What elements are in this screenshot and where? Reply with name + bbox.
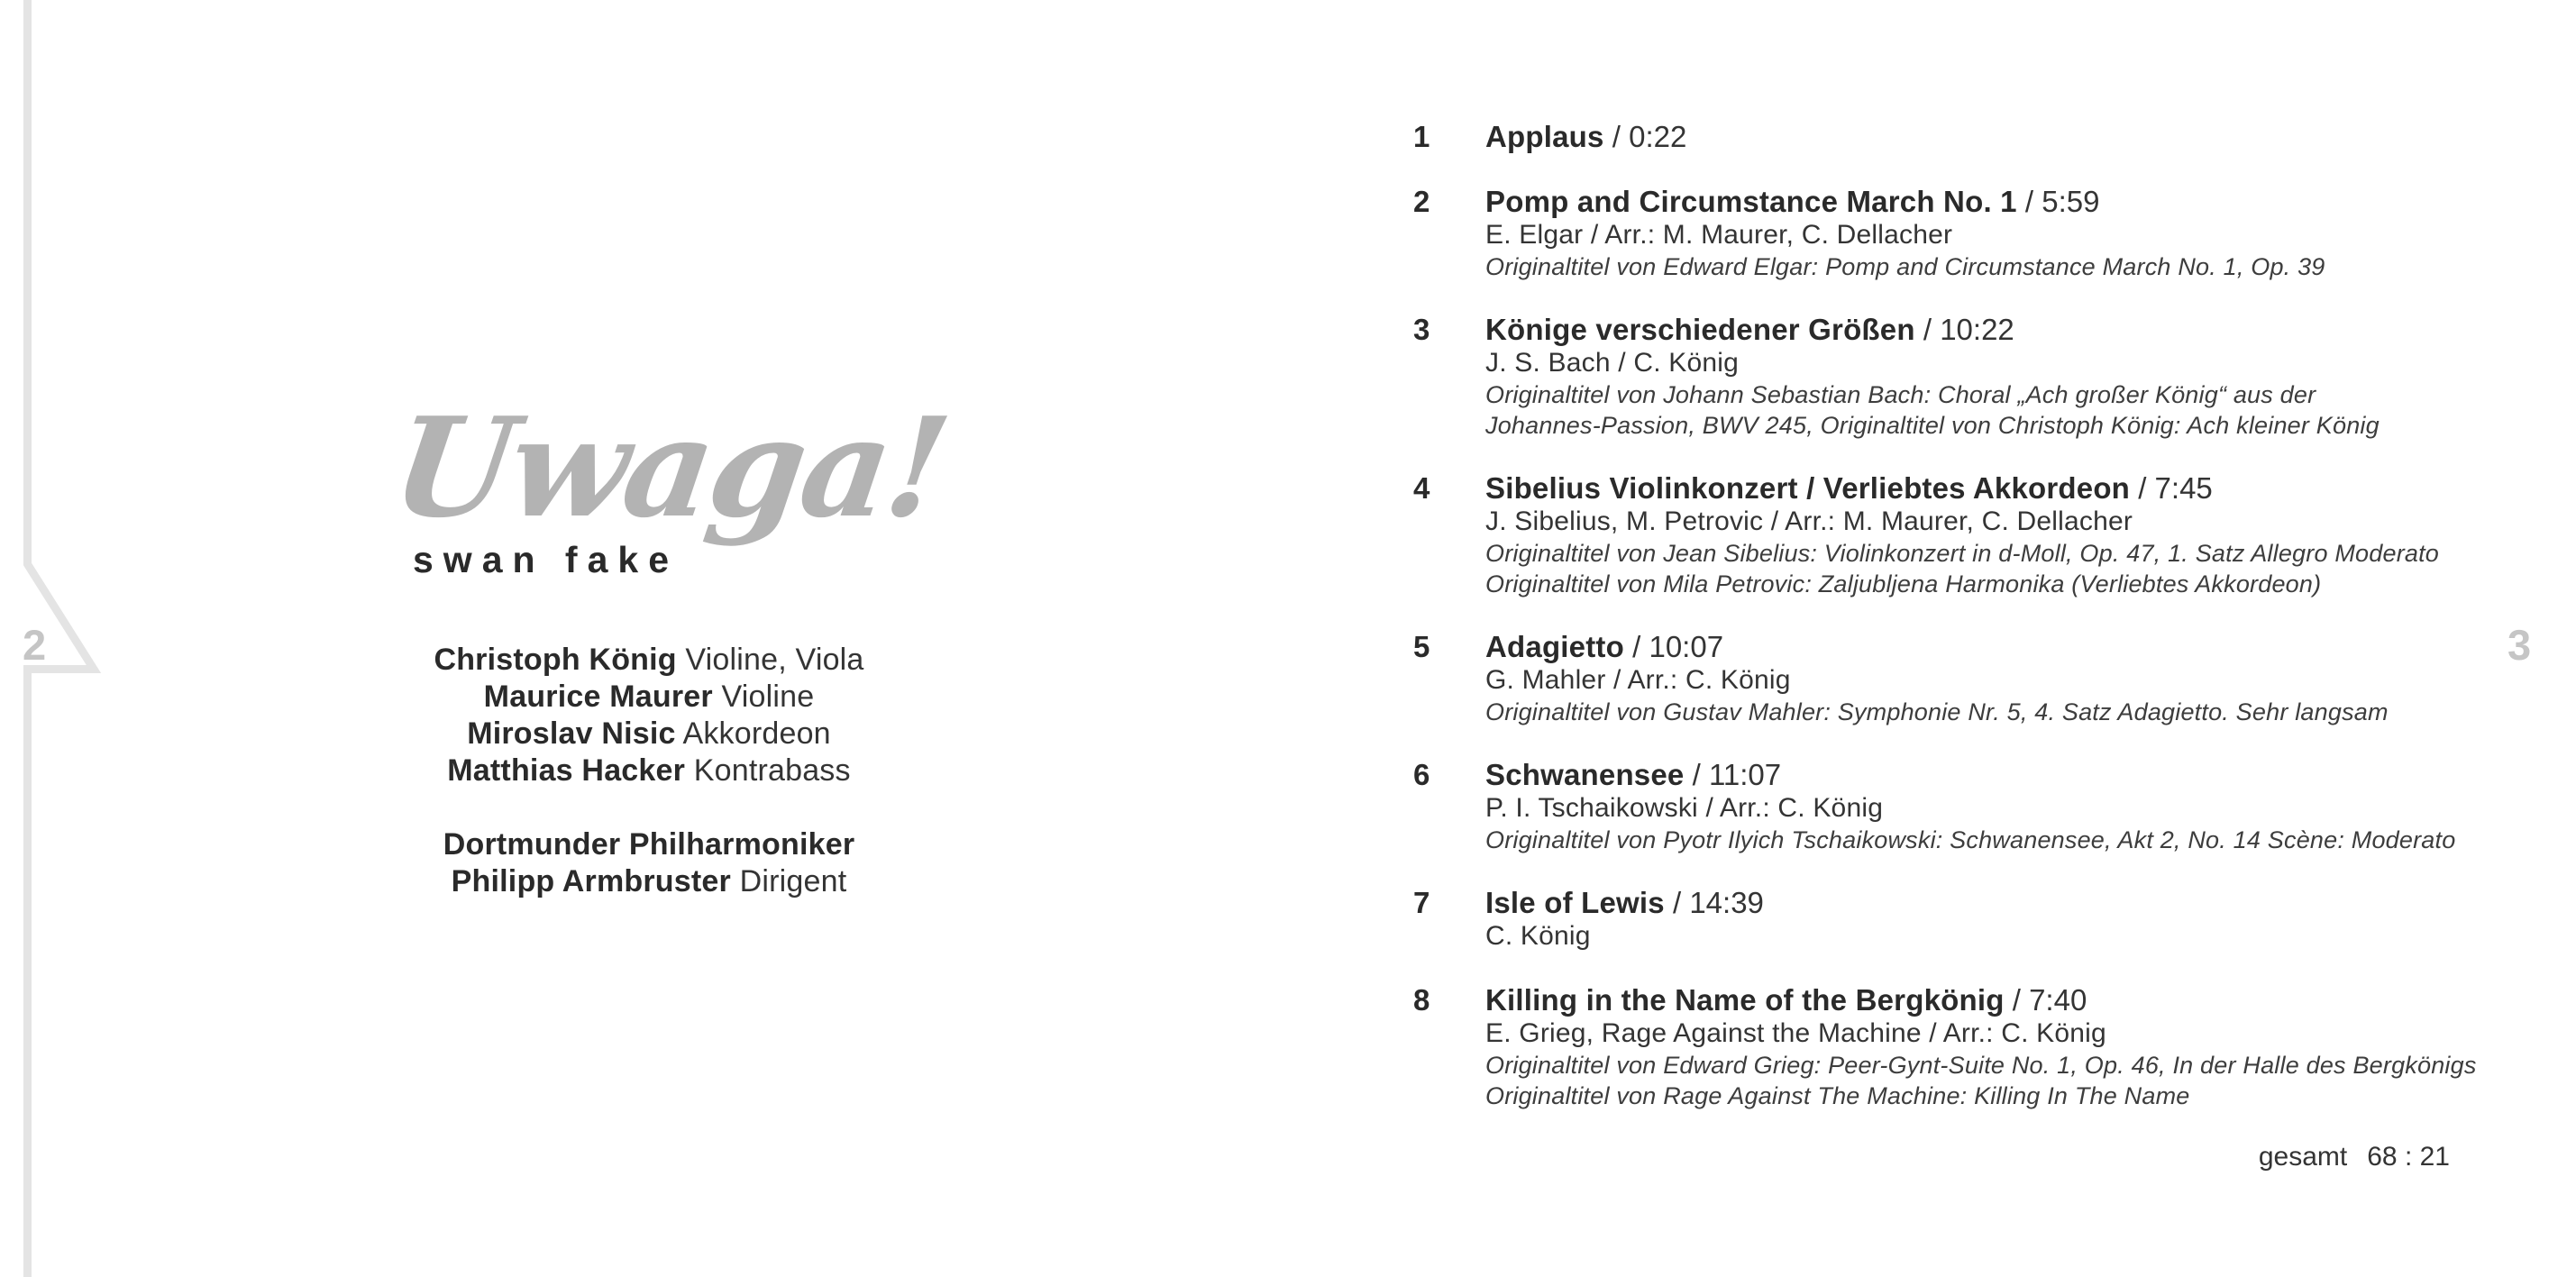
- album-title-script: Uwaga!: [383, 387, 956, 548]
- track-title: Sibelius Violinkonzert / Verliebtes Akkordeon: [1485, 471, 2131, 505]
- fold-mark: [0, 0, 117, 1277]
- track-title: Pomp and Circumstance March No. 1: [1485, 185, 2017, 218]
- track-number: 2: [1413, 185, 1430, 218]
- track-details: [1485, 185, 2459, 282]
- performer-line: [388, 716, 910, 753]
- track-duration: / 10:07: [1623, 630, 1724, 663]
- track-row: [1413, 983, 2477, 1111]
- performer-name: Dortmunder Philharmoniker: [443, 827, 855, 862]
- track-duration: / 0:22: [1603, 120, 1687, 153]
- performer-name: Maurice Maurer: [483, 680, 713, 714]
- track-details: [1485, 120, 2459, 154]
- track-credits: G. Mahler / Arr.: C. König: [1485, 665, 1791, 695]
- track-title-line: [1485, 185, 2459, 219]
- track-duration: / 5:59: [2016, 185, 2100, 218]
- track-number: 6: [1413, 758, 1430, 791]
- track-details: [1485, 313, 2459, 441]
- track-credits: C. König: [1485, 921, 1591, 951]
- track-title: Isle of Lewis: [1485, 886, 1665, 919]
- page-number-right: 3: [2507, 621, 2532, 669]
- track-title: Adagietto: [1485, 630, 1624, 663]
- track-number: 1: [1413, 120, 1430, 153]
- track-credits: E. Grieg, Rage Against the Machine / Arr.: C. König: [1485, 1018, 2106, 1048]
- track-title-line: [1485, 471, 2459, 506]
- performer-line: [388, 826, 910, 863]
- track-number: 3: [1413, 313, 1430, 346]
- track-duration: / 10:22: [1914, 313, 2014, 346]
- performers-block: [388, 642, 910, 789]
- total-time: 68 : 21: [2367, 1142, 2450, 1172]
- track-duration: / 14:39: [1664, 886, 1764, 919]
- performer-role: Dirigent: [739, 864, 847, 898]
- ensemble-block: [388, 826, 910, 900]
- performer-role: Violine: [721, 680, 815, 714]
- track-title: Könige verschiedener Größen: [1485, 313, 1915, 346]
- total-label: gesamt: [2258, 1142, 2348, 1172]
- track-number: 7: [1413, 886, 1430, 919]
- performer-name: Matthias Hacker: [447, 753, 686, 788]
- track-credits: J. Sibelius, M. Petrovic / Arr.: M. Maurer, C. Dellacher: [1485, 506, 2133, 536]
- track-duration: / 7:45: [2130, 471, 2213, 505]
- track-number: 8: [1413, 983, 1430, 1017]
- track-row: [1413, 313, 2459, 441]
- track-title: Applaus: [1485, 120, 1604, 153]
- track-details: [1485, 471, 2459, 599]
- performer-role: Kontrabass: [693, 753, 851, 788]
- track-row: [1413, 886, 2459, 953]
- album-subtitle: swan fake: [413, 539, 679, 580]
- performer-line: [388, 863, 910, 900]
- track-title: Schwanensee: [1485, 758, 1685, 791]
- performer-line: [388, 679, 910, 716]
- track-list-section: [1413, 120, 2477, 1172]
- track-original-title: Johannes-Passion, BWV 245, Originaltitel von Christoph König: Ach kleiner König: [1485, 412, 2380, 439]
- performers-section: [388, 642, 910, 900]
- track-row: [1413, 185, 2459, 282]
- track-original-title: Originaltitel von Gustav Mahler: Symphonie Nr. 5, 4. Satz Adagietto. Sehr langsam: [1485, 698, 2389, 725]
- page-number-left: 2: [23, 621, 47, 669]
- track-original-title: Originaltitel von Edward Elgar: Pomp and Circumstance March No. 1, Op. 39: [1485, 253, 2325, 280]
- track-credits: E. Elgar / Arr.: M. Maurer, C. Dellacher: [1485, 220, 1953, 250]
- track-title-line: [1485, 886, 2459, 920]
- track-title-line: [1485, 120, 2459, 154]
- track-duration: / 7:40: [2004, 983, 2087, 1017]
- track-number: 4: [1413, 471, 1430, 505]
- track-credits: P. I. Tschaikowski / Arr.: C. König: [1485, 793, 1884, 823]
- performer-line: [388, 642, 910, 679]
- total-duration-line: [1413, 1142, 2459, 1172]
- track-details: [1485, 983, 2477, 1111]
- track-original-title: Originaltitel von Edward Grieg: Peer-Gynt-Suite No. 1, Op. 46, In der Halle des Bergkönigs: [1485, 1052, 2477, 1079]
- track-credits: J. S. Bach / C. König: [1485, 348, 1739, 378]
- performer-role: Akkordeon: [682, 716, 831, 751]
- track-title-line: [1485, 758, 2459, 792]
- performer-name: Philipp Armbruster: [451, 864, 731, 898]
- track-title-line: [1485, 630, 2459, 664]
- track-original-title: Originaltitel von Johann Sebastian Bach: Choral „Ach großer König“ aus der: [1485, 381, 2316, 408]
- track-original-title: Originaltitel von Pyotr Ilyich Tschaikowski: Schwanensee, Akt 2, No. 14 Scène: Moderato: [1485, 826, 2456, 853]
- track-title-line: [1485, 983, 2459, 1017]
- track-details: [1485, 886, 2459, 953]
- track-number: 5: [1413, 630, 1430, 663]
- track-duration: / 11:07: [1684, 758, 1782, 791]
- track-row: [1413, 630, 2459, 727]
- track-original-title: Originaltitel von Rage Against The Machine: Killing In The Name: [1485, 1082, 2190, 1109]
- track-details: [1485, 630, 2459, 727]
- track-row: [1413, 758, 2459, 855]
- performer-name: Miroslav Nisic: [467, 716, 676, 751]
- performer-line: [388, 753, 910, 789]
- track-details: [1485, 758, 2459, 855]
- track-title-line: [1485, 313, 2459, 347]
- performer-role: Violine, Viola: [685, 643, 864, 677]
- track-title: Killing in the Name of the Bergkönig: [1485, 983, 2005, 1017]
- track-row: [1413, 471, 2459, 599]
- track-row: [1413, 120, 2459, 154]
- track-original-title: Originaltitel von Jean Sibelius: Violinkonzert in d-Moll, Op. 47, 1. Satz Allegro Moderato: [1485, 540, 2440, 567]
- performer-name: Christoph König: [434, 643, 677, 677]
- track-list: [1413, 120, 2477, 1111]
- track-original-title: Originaltitel von Mila Petrovic: Zaljubljena Harmonika (Verliebtes Akkordeon): [1485, 570, 2322, 597]
